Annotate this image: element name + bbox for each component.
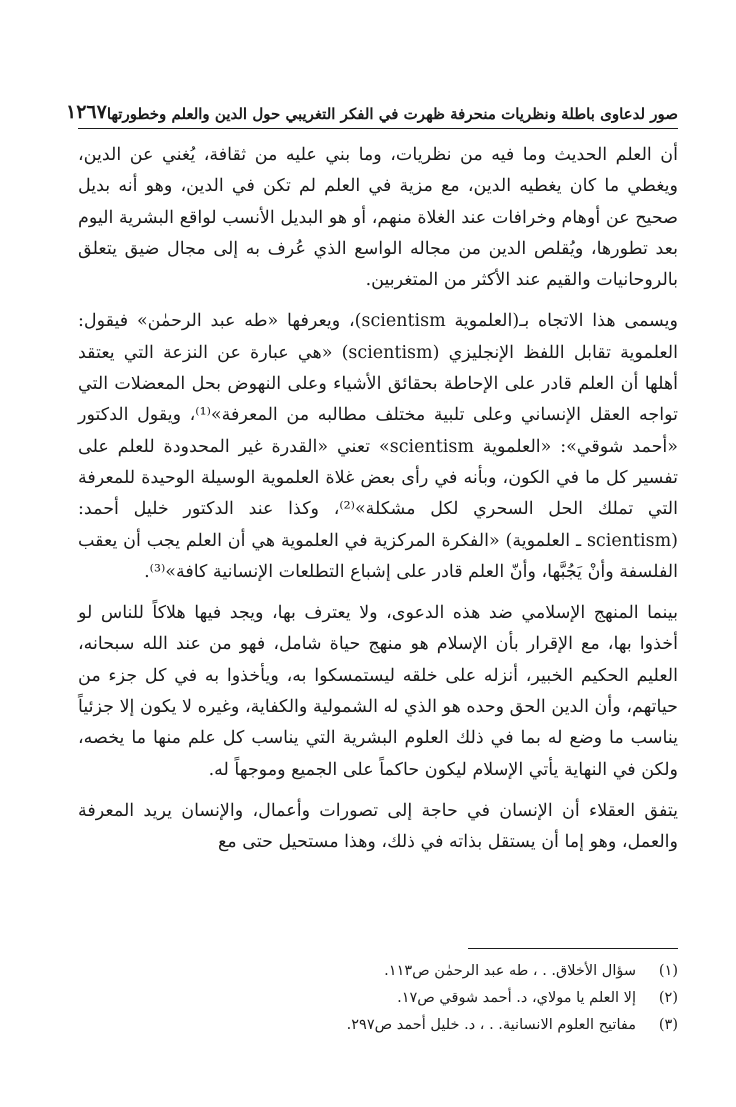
footnote-text: إلا العلم يا مولاي، د. أحمد شوقي ص١٧. — [397, 990, 636, 1006]
running-header — [65, 93, 678, 123]
body-text — [78, 140, 678, 869]
running-title: صور لدعاوى باطلة ونظريات منحرفة ظهرت في الفكر التغريبي حول الدين والعلم وخطورتها — [106, 105, 678, 123]
footnote-number: (٢) — [658, 990, 678, 1006]
paragraph-1: أن العلم الحديث وما فيه من نظريات، وما بني عليه من ثقافة، يُغني عن الدين، ويغطي ما كان يغطيه الدين، مع مزية في العلم لم تكن في الدين، وهو أنه بديل صحيح عن أوهام وخرافات عند الغلاة منهم، أو هو البديل الأنسب لواقع البشرية اليوم بعد تطورها، ويُقلص الدين من مجاله الواسع الذي عُرف به إلى مجال ضيق يتعلق بالروحانيات والقيم عند الأكثر من المتغربين. — [78, 145, 678, 291]
footnote-number: (١) — [658, 963, 678, 979]
page-number: ١٢٦٧ — [65, 101, 107, 123]
footnote-3 — [78, 1012, 678, 1039]
footnote-text: سؤال الأخلاق. . ، طه عبد الرحمٰن ص١١٣. — [384, 963, 636, 979]
header-rule — [78, 128, 678, 129]
paragraph-3: بينما المنهج الإسلامي ضد هذه الدعوى، ولا يعترف بها، ويجد فيها هلاكاً للناس لو أخذوا بها، مع الإقرار بأن الإسلام هو منهج حياة شامل، فهو من عند الله سبحانه، العليم الحكيم الخبير، أنزله على خلقه ليستمسكوا به، ويأخذوا به في كل جزء من حياتهم، وأن الدين الحق وحده هو الذي له الشمولية والكفاية، وغيره لا يكون إلا جزئياً يناسب ما وضع له بما في ذلك العلوم البشرية التي يناسب كل علم منها ما يخصه، ولكن في النهاية يأتي الإسلام ليكون حاكماً على الجميع وموجهاً له. — [78, 603, 678, 780]
footnote-number: (٣) — [658, 1017, 678, 1033]
footnote-2 — [78, 985, 678, 1012]
footnotes — [78, 958, 678, 1039]
footnote-1 — [78, 958, 678, 985]
paragraph-4: يتفق العقلاء أن الإنسان في حاجة إلى تصورات وأعمال، والإنسان يريد المعرفة والعمل، وهو إما أن يستقل بذاته في ذلك، وهذا مستحيل حتى مع — [78, 800, 678, 853]
paragraph-2: ويسمى هذا الاتجاه بـ(العلموية scientism)، ويعرفها «طه عبد الرحمٰن» فيقول: العلموية تقابل اللفظ الإنجليزي (scientism) «هي عبارة عن النزعة التي يعتقد أهلها أن العلم قادر على الإحاطة بحقائق الأشياء وعلى النهوض بحل المعضلات التي تواجه العقل الإنساني وعلى تلبية مختلف مطالبه من المعرفة»⁽¹⁾، ويقول الدكتور «أحمد شوقي»: «العلموية scientism» تعني «القدرة غير المحدودة للعلم على تفسير كل ما في الكون، وبأنه في رأى بعض غلاة العلموية الوسيلة الوحيدة للمعرفة التي تملك الحل السحري لكل مشكلة»⁽²⁾، وكذا عند الدكتور خليل أحمد: (scientism ـ العلموية) «الفكرة المركزية في العلموية هي أن العلم يجب أن يعقب الفلسفة وأنْ يَجُبَّها، وأنّ العلم قادر على إشباع التطلعات الإنسانية كافة»⁽³⁾. — [78, 311, 679, 582]
footnote-separator — [468, 948, 678, 949]
footnote-text: مفاتيح العلوم الانسانية. . ، د. خليل أحمد ص٢٩٧. — [346, 1017, 636, 1033]
